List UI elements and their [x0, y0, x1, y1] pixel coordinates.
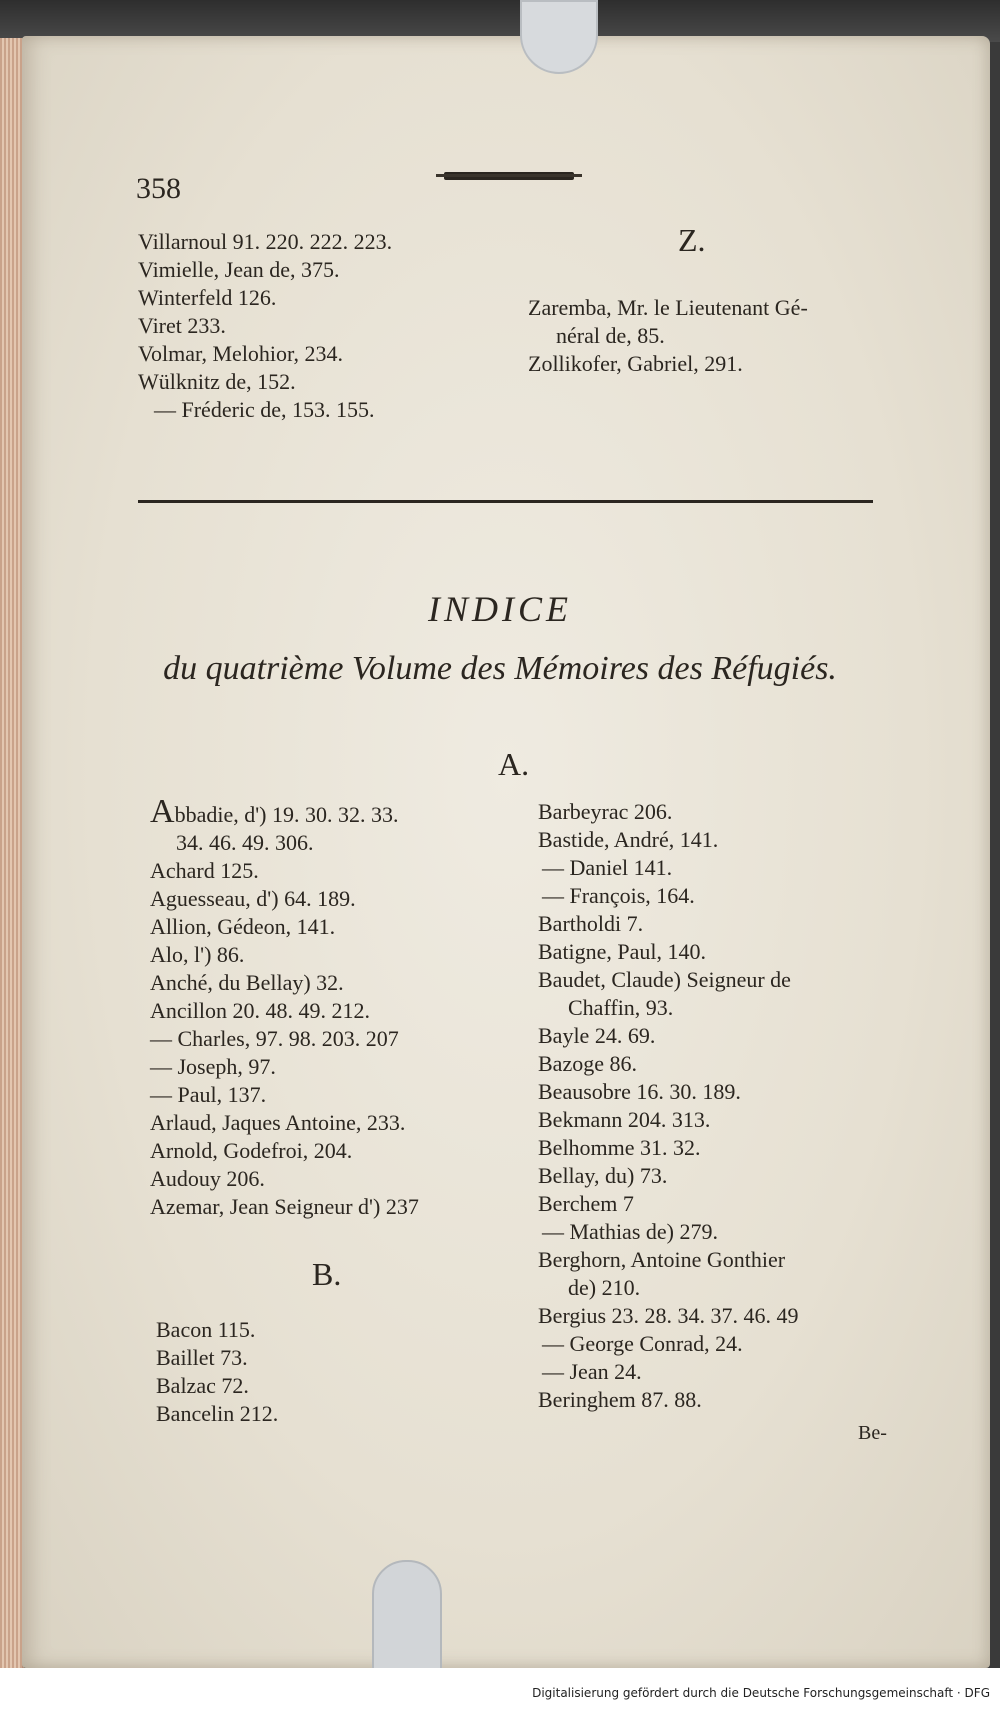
index-entry: Audouy 206. — [150, 1166, 265, 1191]
index-entry: Barbeyrac 206. — [538, 799, 673, 824]
index-entry: Balzac 72. — [156, 1373, 249, 1398]
index-entry: — Charles, 97. 98. 203. 207 — [150, 1026, 399, 1051]
index-entry: Anché, du Bellay) 32. — [150, 970, 344, 995]
index-entry: Allion, Gédeon, 141. — [150, 914, 336, 939]
catchword: Be- — [858, 1422, 887, 1444]
index-entry: Arlaud, Jaques Antoine, 233. — [150, 1110, 406, 1135]
letter-heading-a: A. — [498, 746, 530, 782]
index-entry: — François, 164. — [542, 883, 695, 908]
left-index-column — [150, 793, 419, 1221]
digitization-footer — [0, 1668, 1000, 1709]
book-clip-bottom — [372, 1560, 442, 1670]
index-entry: Baudet, Claude) Seigneur de — [538, 967, 791, 992]
page-edge — [0, 38, 24, 1668]
drop-initial: A — [150, 793, 175, 830]
index-entry: Chaffin, 93. — [568, 995, 674, 1020]
index-entry: Winterfeld 126. — [138, 285, 277, 310]
index-entry: Aguesseau, d') 64. 189. — [150, 886, 356, 911]
letter-heading-z: Z. — [678, 222, 706, 258]
right-index-column — [538, 798, 799, 1414]
index-title: INDICE — [428, 589, 572, 629]
index-entry: Bacon 115. — [156, 1317, 256, 1342]
left-b-column — [156, 1316, 278, 1428]
index-entry: — Fréderic de, 153. 155. — [154, 397, 375, 422]
section-rule — [138, 500, 873, 503]
index-entry: Ancillon 20. 48. 49. 212. — [150, 998, 370, 1023]
letter-heading-b: B. — [312, 1256, 342, 1292]
index-entry: — Paul, 137. — [150, 1082, 267, 1107]
index-entry: Volmar, Melohior, 234. — [138, 341, 343, 366]
index-entry: Bartholdi 7. — [538, 911, 644, 936]
index-entry: Berchem 7 — [538, 1191, 634, 1216]
index-entry: Berghorn, Antoine Gonthier — [538, 1247, 786, 1272]
index-entry: Viret 233. — [138, 313, 226, 338]
top-left-column — [138, 228, 392, 424]
index-entry: Wülknitz de, 152. — [138, 369, 296, 394]
index-entry — [150, 793, 419, 830]
index-entry: Arnold, Godefroi, 204. — [150, 1138, 353, 1163]
index-entry: — George Conrad, 24. — [542, 1331, 743, 1356]
index-entry: Bekmann 204. 313. — [538, 1107, 711, 1132]
index-entry: Azemar, Jean Seigneur d') 237 — [150, 1194, 419, 1219]
index-entry: Beringhem 87. 88. — [538, 1387, 702, 1412]
header-ornament — [444, 172, 574, 180]
index-entry: Bancelin 212. — [156, 1401, 279, 1426]
index-entry: Bergius 23. 28. 34. 37. 46. 49 — [538, 1303, 799, 1328]
index-entry: Achard 125. — [150, 858, 259, 883]
index-entry: Alo, l') 86. — [150, 942, 245, 967]
index-entry: Vimielle, Jean de, 375. — [138, 257, 340, 282]
index-entry: Villarnoul 91. 220. 222. 223. — [138, 229, 393, 254]
index-entry: 34. 46. 49. 306. — [176, 830, 314, 855]
index-entry: de) 210. — [568, 1275, 641, 1300]
index-entry: — Joseph, 97. — [150, 1054, 276, 1079]
index-entry: Bastide, André, 141. — [538, 827, 719, 852]
footer-credit: Digitalisierung gefördert durch die Deutsche Forschungsgemeinschaft · DFG — [532, 1686, 990, 1700]
index-entry: — Daniel 141. — [542, 855, 673, 880]
index-entry: Baillet 73. — [156, 1345, 248, 1370]
index-entry: Bazoge 86. — [538, 1051, 637, 1076]
index-entry: Belhomme 31. 32. — [538, 1135, 701, 1160]
index-entry: Zaremba, Mr. le Lieutenant Gé- — [528, 295, 808, 320]
index-entry: Zollikofer, Gabriel, 291. — [528, 351, 743, 376]
index-entry: Bayle 24. 69. — [538, 1023, 656, 1048]
index-entry: Beausobre 16. 30. 189. — [538, 1079, 741, 1104]
index-entry: — Jean 24. — [542, 1359, 642, 1384]
top-right-column — [528, 294, 808, 378]
index-entry-text: bbadie, d') 19. 30. 32. 33. — [174, 802, 399, 827]
index-subtitle: du quatrième Volume des Mémoires des Réfugiés. — [163, 650, 837, 687]
index-entry: Bellay, du) 73. — [538, 1163, 668, 1188]
index-entry: Batigne, Paul, 140. — [538, 939, 707, 964]
index-entry: néral de, 85. — [556, 323, 665, 348]
index-entry: — Mathias de) 279. — [542, 1219, 718, 1244]
page-number: 358 — [136, 172, 181, 205]
